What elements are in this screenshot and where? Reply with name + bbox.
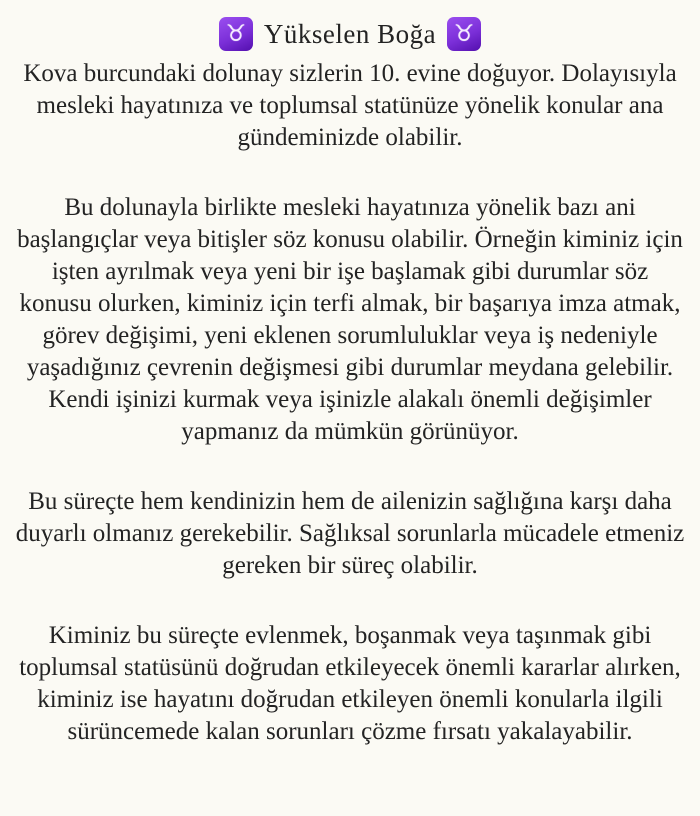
title-text: Yükselen Boğa bbox=[263, 18, 437, 49]
taurus-emoji-icon: ♉ bbox=[219, 17, 253, 51]
paragraph-health: Bu süreçte hem kendinizin hem de ailenizin sağlığına karşı daha duyarlı olmanız gerekebilir. Sağlıksal sorunlarla mücadele etmeniz gereken bir süreç olabilir. bbox=[15, 488, 685, 579]
paragraph-status-decisions: Kiminiz bu süreçte evlenmek, boşanmak veya taşınmak gibi toplumsal statüsünü doğrudan etkileyecek önemli kararlar alırken, kiminiz ise hayatını doğrudan etkileyen önemli konularla ilgili sürüncemede kalan sorunları çözme fırsatı yakalayabilir. bbox=[19, 622, 681, 745]
paragraph-career: Bu dolunayla birlikte mesleki hayatınıza yönelik bazı ani başlangıçlar veya bitişler söz konusu olabilir. Örneğin kiminiz için işten ayrılmak veya yeni bir işe başlamak gibi durumlar söz konusu olurken, kiminiz için terfi almak, bir başarıya imza atmak, görev değişimi, yeni eklenen sorumluluklar veya iş nedeniyle yaşadığınız çevrenin değişmesi gibi durumlar meydana gelebilir. Kendi işinizi kurmak veya işinizle alakalı önemli değişimler yapmanız da mümkün görünüyor. bbox=[17, 194, 683, 445]
paragraph-fullmoon-intro: Kova burcundaki dolunay sizlerin 10. evine doğuyor. Dolayısıyla mesleki hayatınıza ve toplumsal statünüze yönelik konular ana gündeminizde olabilir. bbox=[23, 60, 677, 151]
taurus-emoji-icon: ♉ bbox=[447, 17, 481, 51]
page-title bbox=[0, 13, 700, 55]
